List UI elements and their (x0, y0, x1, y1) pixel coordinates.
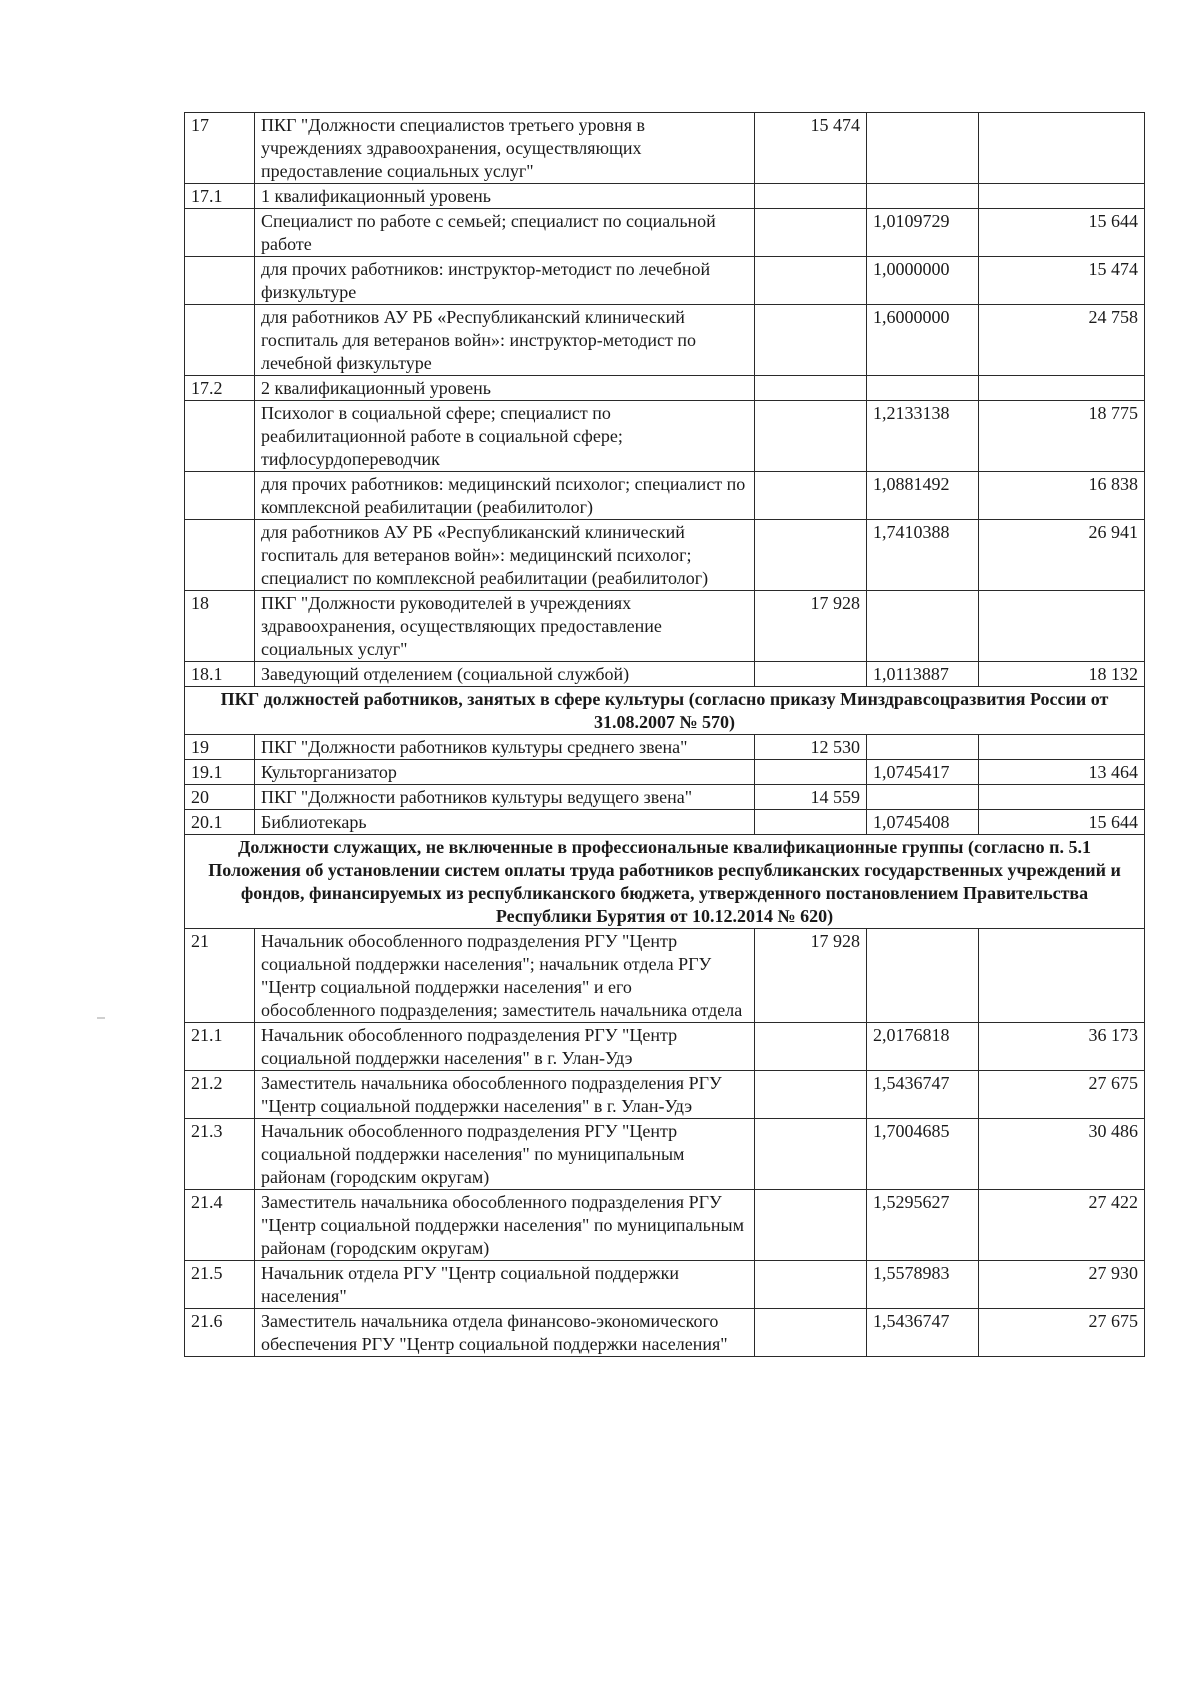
row-number-cell: 21.4 (185, 1190, 255, 1261)
coefficient-cell (867, 785, 979, 810)
salary-table (184, 112, 1145, 1357)
salary-table-body (185, 113, 1145, 1357)
coefficient-cell: 1,0109729 (867, 209, 979, 257)
table-row (185, 1071, 1145, 1119)
coefficient-cell: 1,0113887 (867, 662, 979, 687)
salary-cell (979, 735, 1145, 760)
table-row (185, 785, 1145, 810)
salary-cell (979, 376, 1145, 401)
salary-cell (979, 929, 1145, 1023)
base-salary-cell (755, 1119, 867, 1190)
base-salary-cell (755, 662, 867, 687)
salary-cell: 27 422 (979, 1190, 1145, 1261)
salary-cell: 24 758 (979, 305, 1145, 376)
salary-cell: 15 644 (979, 209, 1145, 257)
base-salary-cell (755, 1309, 867, 1357)
row-number-cell: 21.3 (185, 1119, 255, 1190)
row-number-cell: 21.6 (185, 1309, 255, 1357)
base-salary-cell (755, 209, 867, 257)
row-number-cell (185, 305, 255, 376)
base-salary-cell (755, 760, 867, 785)
row-number-cell (185, 401, 255, 472)
coefficient-cell (867, 376, 979, 401)
table-row (185, 1261, 1145, 1309)
position-name-cell: Заместитель начальника отдела финансово-экономического обеспечения РГУ "Центр социальной поддержки населения" (255, 1309, 755, 1357)
coefficient-cell: 1,5578983 (867, 1261, 979, 1309)
coefficient-cell: 1,5436747 (867, 1071, 979, 1119)
salary-cell (979, 184, 1145, 209)
salary-cell: 15 474 (979, 257, 1145, 305)
section-title: ПКГ должностей работников, занятых в сфере культуры (согласно приказу Минздравсоцразвития России от 31.08.2007 № 570) (185, 687, 1145, 735)
table-row (185, 113, 1145, 184)
coefficient-cell (867, 929, 979, 1023)
base-salary-cell: 15 474 (755, 113, 867, 184)
salary-cell: 18 775 (979, 401, 1145, 472)
table-row (185, 760, 1145, 785)
base-salary-cell (755, 257, 867, 305)
base-salary-cell (755, 1261, 867, 1309)
position-name-cell: Психолог в социальной сфере; специалист по реабилитационной работе в социальной сфере; тифлосурдопереводчик (255, 401, 755, 472)
table-row (185, 401, 1145, 472)
row-number-cell: 17 (185, 113, 255, 184)
base-salary-cell: 14 559 (755, 785, 867, 810)
base-salary-cell (755, 305, 867, 376)
coefficient-cell: 1,2133138 (867, 401, 979, 472)
position-name-cell: Начальник обособленного подразделения РГУ "Центр социальной поддержки населения"; начальник отдела РГУ "Центр социальной поддержки населения" и его обособленного подразделения; заместитель начальника отдела (255, 929, 755, 1023)
base-salary-cell (755, 401, 867, 472)
coefficient-cell: 1,0745417 (867, 760, 979, 785)
coefficient-cell: 1,7410388 (867, 520, 979, 591)
coefficient-cell: 1,5295627 (867, 1190, 979, 1261)
row-number-cell (185, 472, 255, 520)
table-row (185, 305, 1145, 376)
base-salary-cell: 17 928 (755, 591, 867, 662)
base-salary-cell (755, 184, 867, 209)
salary-cell: 26 941 (979, 520, 1145, 591)
row-number-cell (185, 520, 255, 591)
section-header-row (185, 835, 1145, 929)
table-row (185, 1309, 1145, 1357)
table-row (185, 1190, 1145, 1261)
coefficient-cell (867, 735, 979, 760)
coefficient-cell: 1,0000000 (867, 257, 979, 305)
position-name-cell: для работников АУ РБ «Республиканский клинический госпиталь для ветеранов войн»: инструктор-методист по лечебной физкультуре (255, 305, 755, 376)
position-name-cell: ПКГ "Должности специалистов третьего уровня в учреждениях здравоохранения, осуществляющих предоставление социальных услуг" (255, 113, 755, 184)
salary-cell: 27 930 (979, 1261, 1145, 1309)
row-number-cell: 21 (185, 929, 255, 1023)
table-row (185, 735, 1145, 760)
section-header-row (185, 687, 1145, 735)
position-name-cell: ПКГ "Должности работников культуры ведущего звена" (255, 785, 755, 810)
table-row (185, 929, 1145, 1023)
base-salary-cell (755, 376, 867, 401)
salary-cell: 30 486 (979, 1119, 1145, 1190)
base-salary-cell (755, 520, 867, 591)
table-row (185, 1119, 1145, 1190)
base-salary-cell (755, 472, 867, 520)
salary-cell: 16 838 (979, 472, 1145, 520)
salary-cell: 36 173 (979, 1023, 1145, 1071)
base-salary-cell (755, 1023, 867, 1071)
position-name-cell: Заместитель начальника обособленного подразделения РГУ "Центр социальной поддержки населения" по муниципальным районам (городским округам) (255, 1190, 755, 1261)
salary-cell: 13 464 (979, 760, 1145, 785)
position-name-cell: Заместитель начальника обособленного подразделения РГУ "Центр социальной поддержки населения" в г. Улан-Удэ (255, 1071, 755, 1119)
table-row (185, 810, 1145, 835)
salary-cell (979, 785, 1145, 810)
position-name-cell: 1 квалификационный уровень (255, 184, 755, 209)
position-name-cell: Заведующий отделением (социальной службой) (255, 662, 755, 687)
coefficient-cell: 1,0881492 (867, 472, 979, 520)
coefficient-cell (867, 184, 979, 209)
row-number-cell (185, 209, 255, 257)
scan-mark (97, 1017, 105, 1019)
salary-cell: 15 644 (979, 810, 1145, 835)
row-number-cell: 18 (185, 591, 255, 662)
base-salary-cell (755, 1071, 867, 1119)
position-name-cell: Специалист по работе с семьей; специалист по социальной работе (255, 209, 755, 257)
table-row (185, 209, 1145, 257)
table-row (185, 376, 1145, 401)
base-salary-cell: 12 530 (755, 735, 867, 760)
row-number-cell: 21.5 (185, 1261, 255, 1309)
row-number-cell: 17.1 (185, 184, 255, 209)
row-number-cell: 19 (185, 735, 255, 760)
table-row (185, 472, 1145, 520)
row-number-cell: 20.1 (185, 810, 255, 835)
position-name-cell: ПКГ "Должности руководителей в учреждениях здравоохранения, осуществляющих предоставление социальных услуг" (255, 591, 755, 662)
table-row (185, 520, 1145, 591)
position-name-cell: для прочих работников: медицинский психолог; специалист по комплексной реабилитации (реабилитолог) (255, 472, 755, 520)
position-name-cell: 2 квалификационный уровень (255, 376, 755, 401)
position-name-cell: для работников АУ РБ «Республиканский клинический госпиталь для ветеранов войн»: медицинский психолог; специалист по комплексной реабилитации (реабилитолог) (255, 520, 755, 591)
coefficient-cell (867, 113, 979, 184)
position-name-cell: ПКГ "Должности работников культуры среднего звена" (255, 735, 755, 760)
table-row (185, 184, 1145, 209)
salary-cell (979, 591, 1145, 662)
row-number-cell (185, 257, 255, 305)
row-number-cell: 21.2 (185, 1071, 255, 1119)
salary-cell (979, 113, 1145, 184)
position-name-cell: Библиотекарь (255, 810, 755, 835)
coefficient-cell: 1,5436747 (867, 1309, 979, 1357)
position-name-cell: Начальник отдела РГУ "Центр социальной поддержки населения" (255, 1261, 755, 1309)
row-number-cell: 20 (185, 785, 255, 810)
position-name-cell: Начальник обособленного подразделения РГУ "Центр социальной поддержки населения" в г. Улан-Удэ (255, 1023, 755, 1071)
table-row (185, 591, 1145, 662)
position-name-cell: Культорганизатор (255, 760, 755, 785)
coefficient-cell: 1,7004685 (867, 1119, 979, 1190)
row-number-cell: 19.1 (185, 760, 255, 785)
coefficient-cell: 2,0176818 (867, 1023, 979, 1071)
coefficient-cell: 1,0745408 (867, 810, 979, 835)
salary-cell: 18 132 (979, 662, 1145, 687)
coefficient-cell: 1,6000000 (867, 305, 979, 376)
row-number-cell: 21.1 (185, 1023, 255, 1071)
table-row (185, 1023, 1145, 1071)
table-row (185, 257, 1145, 305)
row-number-cell: 18.1 (185, 662, 255, 687)
base-salary-cell: 17 928 (755, 929, 867, 1023)
base-salary-cell (755, 810, 867, 835)
base-salary-cell (755, 1190, 867, 1261)
salary-cell: 27 675 (979, 1309, 1145, 1357)
table-row (185, 662, 1145, 687)
position-name-cell: Начальник обособленного подразделения РГУ "Центр социальной поддержки населения" по муниципальным районам (городским округам) (255, 1119, 755, 1190)
row-number-cell: 17.2 (185, 376, 255, 401)
coefficient-cell (867, 591, 979, 662)
section-title: Должности служащих, не включенные в профессиональные квалификационные группы (согласно п. 5.1 Положения об установлении систем оплаты труда работников республиканских государственных учреждений и фондов, финансируемых из республиканского бюджета, утвержденного постановлением Правительства Республики Бурятия от 10.12.2014 № 620) (185, 835, 1145, 929)
position-name-cell: для прочих работников: инструктор-методист по лечебной физкультуре (255, 257, 755, 305)
salary-cell: 27 675 (979, 1071, 1145, 1119)
